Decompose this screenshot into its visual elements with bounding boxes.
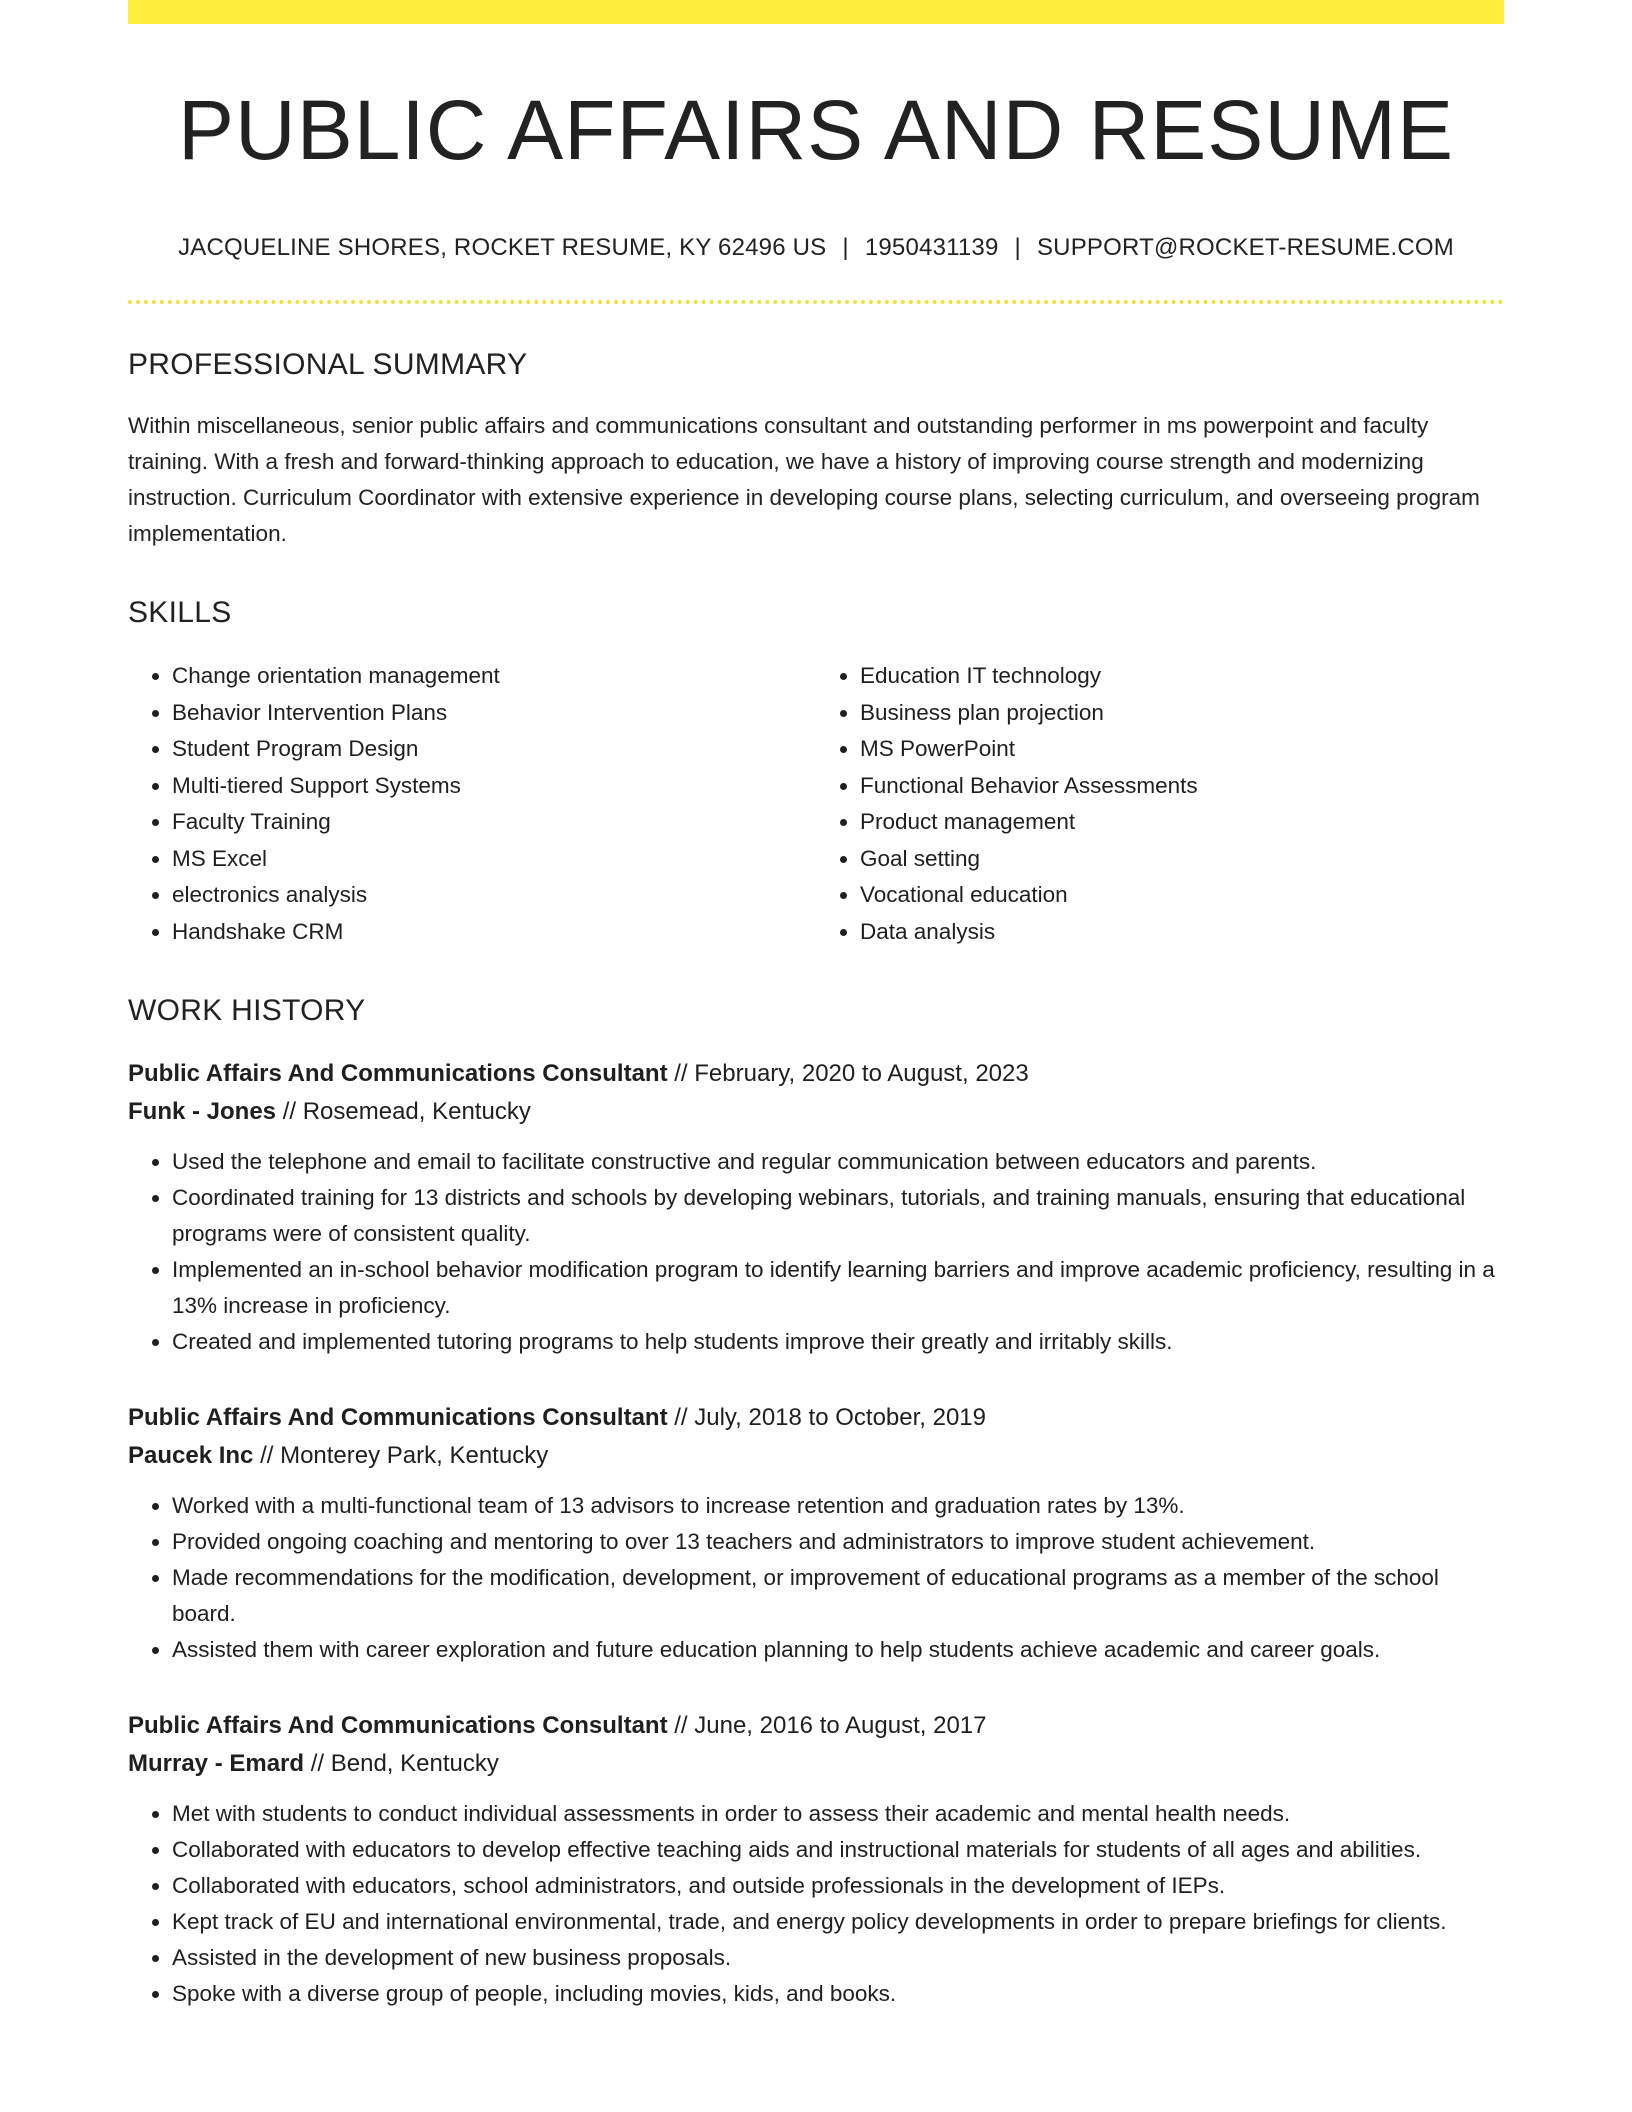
job-bullet: • Kept track of EU and international environmental, trade, and energy policy developments in order to prepare briefings for clients.: [172, 1904, 1504, 1940]
job-dates: // July, 2018 to October, 2019: [667, 1404, 986, 1432]
skill-item: • MS PowerPoint: [860, 731, 1504, 768]
skill-item: • Goal setting: [860, 841, 1504, 878]
job-title-line: [128, 1400, 1504, 1436]
job-bullet: • Met with students to conduct individual assessments in order to assess their academic and mental health needs.: [172, 1796, 1504, 1832]
job-bullet: • Made recommendations for the modification, development, or improvement of educational programs as a member of the school board.: [172, 1560, 1504, 1632]
accent-bar: [128, 0, 1504, 24]
company-name: Funk - Jones: [128, 1098, 277, 1126]
skill-item: • Handshake CRM: [172, 914, 816, 951]
skills-list: [128, 658, 1504, 950]
contact-line: [128, 234, 1504, 262]
contact-email: SUPPORT@ROCKET-RESUME.COM: [1036, 234, 1454, 262]
job-bullet: • Implemented an in-school behavior modification program to identify learning barriers and improve academic proficiency, resulting in a 13% increase in proficiency.: [172, 1252, 1504, 1324]
skill-item: • Student Program Design: [172, 731, 816, 768]
job-entry: [128, 1400, 1504, 1668]
job-bullets: [128, 1488, 1504, 1668]
job-bullet: • Collaborated with educators, school administrators, and outside professionals in the development of IEPs.: [172, 1868, 1504, 1904]
dotted-divider: [128, 300, 1504, 304]
job-dates: // February, 2020 to August, 2023: [667, 1060, 1029, 1088]
job-title: Public Affairs And Communications Consultant: [128, 1060, 668, 1088]
contact-separator: |: [1014, 234, 1021, 262]
resume-title: PUBLIC AFFAIRS AND RESUME: [178, 83, 1454, 177]
contact-address: JACQUELINE SHORES, ROCKET RESUME, KY 62496 US: [178, 234, 827, 262]
skills-column-right: [816, 658, 1504, 950]
job-entry: [128, 1056, 1504, 1360]
job-bullet: • Assisted in the development of new business proposals.: [172, 1940, 1504, 1976]
job-dates: // June, 2016 to August, 2017: [667, 1712, 987, 1740]
job-title-line: [128, 1708, 1504, 1744]
skill-item: • Business plan projection: [860, 695, 1504, 732]
skill-item: • Product management: [860, 804, 1504, 841]
resume-page: [128, 0, 1504, 2012]
job-bullet: • Created and implemented tutoring programs to help students improve their greatly and irritably skills.: [172, 1324, 1504, 1360]
job-bullets: [128, 1144, 1504, 1360]
job-bullet: • Coordinated training for 13 districts and schools by developing webinars, tutorials, and training manuals, ensuring that educational programs were of consistent quality.: [172, 1180, 1504, 1252]
work-history-heading: WORK HISTORY: [128, 994, 366, 1028]
skill-item: • Data analysis: [860, 914, 1504, 951]
contact-separator: |: [842, 234, 849, 262]
skill-item: • MS Excel: [172, 841, 816, 878]
summary-text: Within miscellaneous, senior public affairs and communications consultant and outstanding performer in ms powerpoint and faculty training. With a fresh and forward-thinking approach to education, we have a history of improving course strength and modernizing instruction. Curriculum Coordinator with extensive experience in developing course plans, selecting curriculum, and overseeing program implementation.: [128, 413, 1480, 547]
skill-item: • Functional Behavior Assessments: [860, 768, 1504, 805]
company-line: [128, 1092, 1504, 1132]
job-title: Public Affairs And Communications Consultant: [128, 1404, 668, 1432]
skill-item: • electronics analysis: [172, 877, 816, 914]
skill-item: • Multi-tiered Support Systems: [172, 768, 816, 805]
job-bullet: • Worked with a multi-functional team of 13 advisors to increase retention and graduation rates by 13%.: [172, 1488, 1504, 1524]
company-location: // Bend, Kentucky: [304, 1750, 499, 1778]
company-location: // Monterey Park, Kentucky: [253, 1442, 549, 1470]
company-location: // Rosemead, Kentucky: [276, 1098, 531, 1126]
skills-heading: SKILLS: [128, 596, 232, 630]
company-name: Murray - Emard: [128, 1750, 305, 1778]
job-title: Public Affairs And Communications Consultant: [128, 1712, 668, 1740]
company-line: [128, 1436, 1504, 1476]
skill-item: • Behavior Intervention Plans: [172, 695, 816, 732]
skills-column-left: [128, 658, 816, 950]
contact-phone: 1950431139: [864, 234, 999, 262]
skill-item: • Education IT technology: [860, 658, 1504, 695]
job-bullets: [128, 1796, 1504, 2012]
company-line: [128, 1744, 1504, 1784]
job-bullet: • Assisted them with career exploration and future education planning to help students achieve academic and career goals.: [172, 1632, 1504, 1668]
job-bullet: • Provided ongoing coaching and mentoring to over 13 teachers and administrators to improve student achievement.: [172, 1524, 1504, 1560]
job-title-line: [128, 1056, 1504, 1092]
skill-item: • Vocational education: [860, 877, 1504, 914]
summary-heading: PROFESSIONAL SUMMARY: [128, 348, 528, 382]
job-bullet: • Spoke with a diverse group of people, including movies, kids, and books.: [172, 1976, 1504, 2012]
skill-item: • Change orientation management: [172, 658, 816, 695]
job-bullet: • Collaborated with educators to develop effective teaching aids and instructional materials for students of all ages and abilities.: [172, 1832, 1504, 1868]
skill-item: • Faculty Training: [172, 804, 816, 841]
job-bullet: • Used the telephone and email to facilitate constructive and regular communication between educators and parents.: [172, 1144, 1504, 1180]
job-entry: [128, 1708, 1504, 2012]
company-name: Paucek Inc: [128, 1442, 254, 1470]
